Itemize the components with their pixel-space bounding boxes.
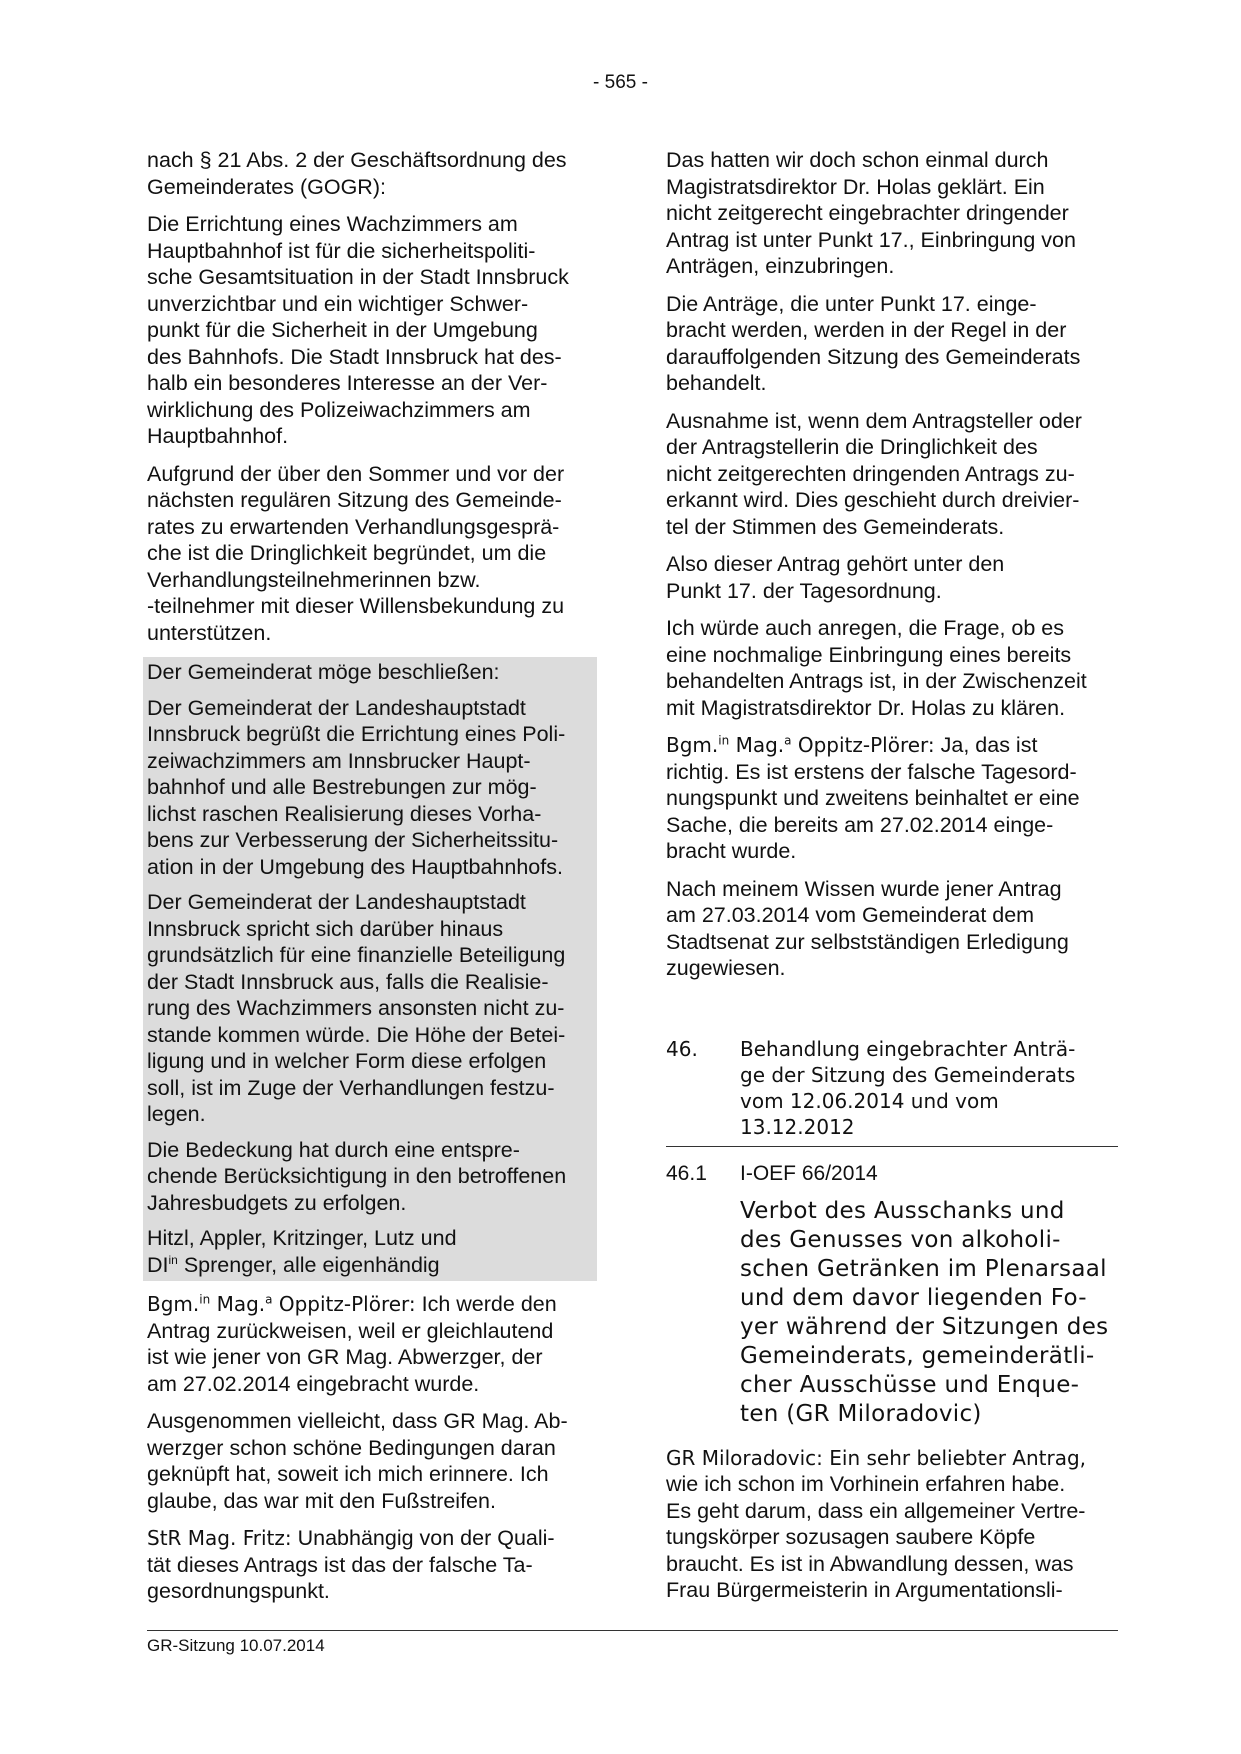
paragraph: Aufgrund der über den Sommer und vor der nächsten regulären Sitzung des Gemeinde- rates zu erwartenden Verhandlungsgesprä- che ist die Dringlichkeit begründet, um die Verhandlungsteilnehmerinnen bzw. -teilnehmer mit dieser Willensbekundung zu unterstützen. — [147, 461, 565, 645]
speaker-statement: Bgm.$^{in}$ Mag.$^a$ Oppitz-Plörer: Ich werde den Antrag zurückweisen, weil er gleichlautend ist wie jener von GR Mag. Abwerzger, der am 27.02.2014 eingebracht wurde. — [147, 1292, 557, 1396]
left-column — [147, 147, 597, 1616]
agenda-item-number: 46. — [666, 1036, 698, 1061]
motion-paragraph: Der Gemeinderat der Landeshauptstadt Innsbruck begrüßt die Errichtung eines Poli- zeiwachzimmers am Innsbrucker Haupt- bahnhof und alle Bestrebungen zur mög- lichst raschen Realisierung dieses Vorha- bens zur Verbesserung der Sicherheitssitu- ation in der Umgebung des Hauptbahnhofs. — [147, 695, 566, 879]
paragraph: Ausnahme ist, wenn dem Antragsteller oder der Antragstellerin die Dringlichkeit des nicht zeitgerechten dringenden Antrags zu- erkannt wird. Dies geschieht durch dreivier- tel der Stimmen des Gemeinderats. — [666, 408, 1082, 539]
signers: Hitzl, Appler, Kritzinger, Lutz und $DI^{in}$ Sprenger, alle eigenhändig — [147, 1226, 457, 1277]
speaker-statement: GR Miloradovic: Ein sehr beliebter Antrag, wie ich schon im Vorhinein erfahren habe. Es geht darum, dass ein allgemeiner Vertre- tungskörper sozusagen saubere Köpfe braucht. Es ist in Abwandlung dessen, was Frau Bürgermeisterin in Argumentationsli- — [666, 1445, 1087, 1602]
paragraph: Ich würde auch anregen, die Frage, ob es eine nochmalige Einbringung eines bereits behandelten Antrags ist, in der Zwischenzeit mit Magistratsdirektor Dr. Holas zu klären. — [666, 616, 1087, 720]
speaker-statement: StR Mag. Fritz: Unabhängig von der Quali- tät dieses Antrags ist das der falsche Ta- gesordnungspunkt. — [147, 1526, 555, 1603]
speaker-name: GR Miloradovic: — [666, 1445, 823, 1470]
motion-heading: Der Gemeinderat möge beschließen: — [147, 660, 500, 684]
paragraph: Ausgenommen vielleicht, dass GR Mag. Ab- werzger schon schöne Bedingungen daran geknüpft hat, soweit ich mich erinnere. Ich glaube, das war mit den Fußstreifen. — [147, 1409, 568, 1513]
motion-box — [143, 657, 597, 1281]
speaker-name: StR Mag. Fritz: — [147, 1526, 292, 1550]
paragraph: Die Errichtung eines Wachzimmers am Hauptbahnhof ist für die sicherheitspoliti- sche Gesamtsituation in der Stadt Innsbruck unverzichtbar und ein wichtiger Schwer- punkt für die Sicherheit in der Umgebung des Bahnhofs. Die Stadt Innsbruck hat des- halb ein besonderes Interesse an der Ver- wirklichung des Polizeiwachzimmers am Hauptbahnhof. — [147, 212, 569, 448]
footer-divider — [147, 1630, 1118, 1631]
sub-item-subject: Verbot des Ausschanks und des Genusses von alkoholi- schen Getränken im Plenarsaal und dem davor liegenden Fo- yer während der Sitzungen des Gemeinderats, gemeinderätli- cher Ausschüsse und Enque- ten (GR Miloradovic) — [740, 1197, 1109, 1427]
footer-text: GR-Sitzung 10.07.2014 — [147, 1636, 325, 1655]
paragraph: Die Anträge, die unter Punkt 17. einge- bracht werden, werden in der Regel in der darauffolgenden Sitzung des Gemeinderats behandelt. — [666, 291, 1081, 395]
speaker-name: Bgm.$^{in}$ Mag.$^a$ Oppitz-Plörer: — [147, 1292, 416, 1316]
right-column — [666, 147, 1118, 1615]
agenda-item — [666, 1036, 1118, 1140]
page-number: - 565 - — [593, 72, 648, 93]
paragraph: Also dieser Antrag gehört unter den Punkt 17. der Tagesordnung. — [666, 552, 1005, 603]
motion-paragraph: Der Gemeinderat der Landeshauptstadt Innsbruck spricht sich darüber hinaus grundsätzlich für eine finanzielle Beteiligung der Stadt Innsbruck aus, falls die Realisie- rung des Wachzimmers ansonsten nicht zu- stande kommen würde. Die Höhe der Betei- ligung und in welcher Form diese erfolgen soll, ist im Zuge der Verhandlungen festzu- legen. — [147, 890, 566, 1126]
motion-paragraph: Die Bedeckung hat durch eine entspre- chende Berücksichtigung in den betroffenen Jahresbudgets zu erfolgen. — [147, 1137, 567, 1215]
speaker-statement: Bgm.$^{in}$ Mag.$^a$ Oppitz-Plörer: Ja, das ist richtig. Es ist erstens der falsche Tagesord- nungspunkt und zweitens beinhaltet er eine Sache, die bereits am 27.02.2014 einge- bracht wurde. — [666, 733, 1080, 863]
divider — [666, 1146, 1118, 1147]
sub-item — [666, 1161, 1118, 1187]
paragraph: Nach meinem Wissen wurde jener Antrag am 27.03.2014 vom Gemeinderat dem Stadtsenat zur selbstständigen Erledigung zugewiesen. — [666, 876, 1069, 980]
sub-item-reference: I-OEF 66/2014 — [740, 1161, 878, 1185]
agenda-item-title: Behandlung eingebrachter Anträ- ge der Sitzung des Gemeinderats vom 12.06.2014 und vom 13.12.2012 — [740, 1036, 1076, 1139]
paragraph: nach § 21 Abs. 2 der Geschäftsordnung des Gemeinderates (GOGR): — [147, 148, 567, 199]
sub-item-number: 46.1 — [666, 1161, 707, 1185]
speaker-name: Bgm.$^{in}$ Mag.$^a$ Oppitz-Plörer: — [666, 733, 935, 757]
paragraph: Das hatten wir doch schon einmal durch Magistratsdirektor Dr. Holas geklärt. Ein nicht zeitgerecht eingebrachter dringender Antrag ist unter Punkt 17., Einbringung von Anträgen, einzubringen. — [666, 148, 1076, 278]
